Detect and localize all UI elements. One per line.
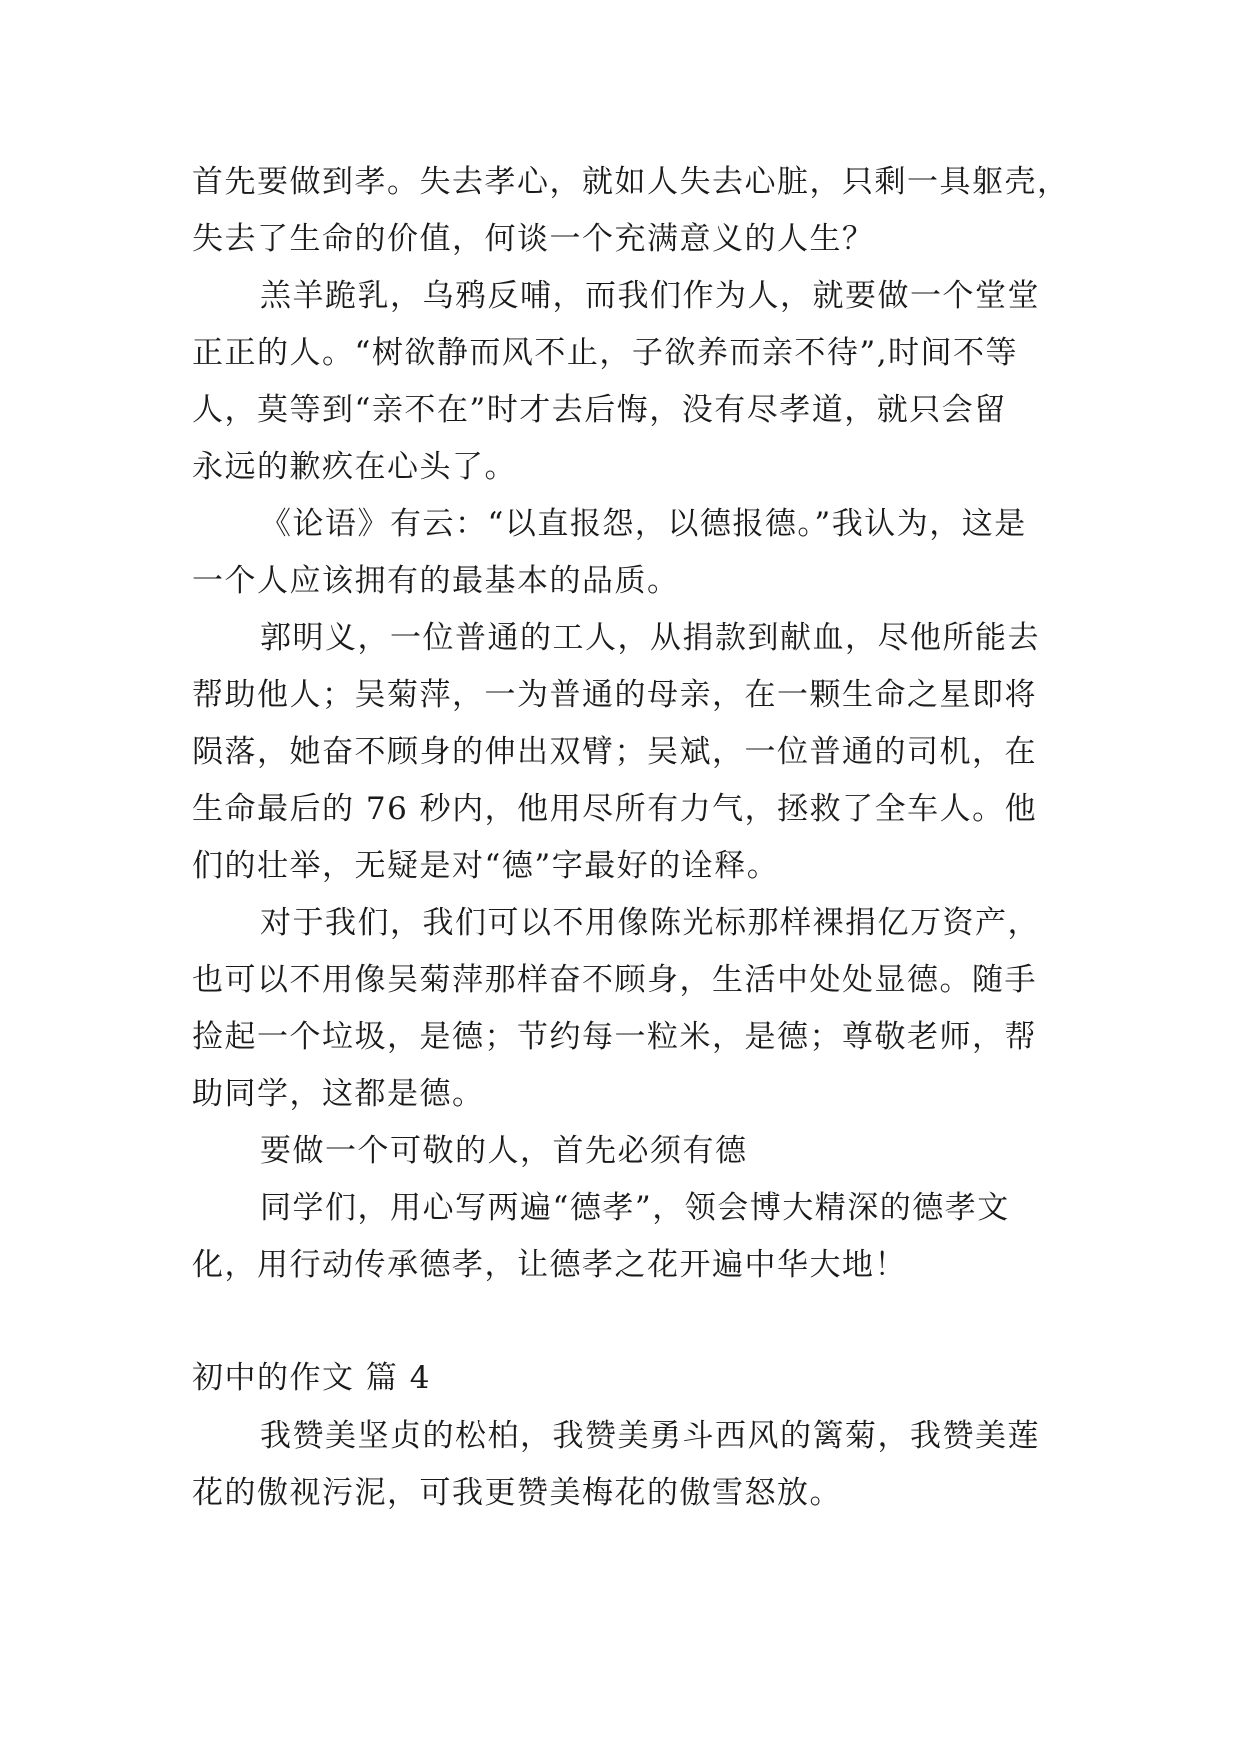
paragraph-line: 助同学，这都是德。 — [192, 1076, 485, 1112]
paragraph-line: 花的傲视污泥，可我更赞美梅花的傲雪怒放。 — [192, 1475, 842, 1511]
paragraph-line: 我赞美坚贞的松柏，我赞美勇斗西风的篱菊，我赞美莲 — [260, 1418, 1040, 1454]
paragraph-line: 失去了生命的价值，何谈一个充满意义的人生？ — [192, 221, 875, 257]
paragraph-line: 一个人应该拥有的最基本的品质。 — [192, 563, 680, 599]
section-title: 初中的作文 篇 4 — [192, 1360, 431, 1396]
paragraph-line: 捡起一个垃圾，是德；节约每一粒米，是德；尊敬老师，帮 — [192, 1019, 1037, 1055]
paragraph-line: 首先要做到孝。失去孝心，就如人失去心脏，只剩一具躯壳， — [192, 164, 1070, 200]
paragraph-line: 们的壮举，无疑是对“德”字最好的诠释。 — [192, 848, 780, 884]
paragraph-line: 正正的人。“树欲静而风不止，子欲养而亲不待”,时间不等 — [192, 335, 1019, 371]
paragraph-line: 也可以不用像吴菊萍那样奋不顾身，生活中处处显德。随手 — [192, 962, 1037, 998]
paragraph-line: 同学们，用心写两遍“德孝”，领会博大精深的德孝文 — [260, 1190, 1010, 1226]
paragraph-line: 《论语》有云：“以直报怨，以德报德。”我认为，这是 — [260, 506, 1027, 542]
paragraph-line: 帮助他人；吴菊萍，一为普通的母亲，在一颗生命之星即将 — [192, 677, 1037, 713]
paragraph-line: 永远的歉疚在心头了。 — [192, 449, 517, 485]
paragraph-line: 人，莫等到“亲不在”时才去后悔，没有尽孝道，就只会留 — [192, 392, 1007, 428]
paragraph-line: 化，用行动传承德孝，让德孝之花开遍中华大地！ — [192, 1247, 907, 1283]
paragraph-line: 郭明义，一位普通的工人，从捐款到献血，尽他所能去 — [260, 620, 1040, 656]
paragraph-line: 陨落，她奋不顾身的伸出双臂；吴斌，一位普通的司机，在 — [192, 734, 1037, 770]
paragraph-line: 要做一个可敬的人，首先必须有德 — [260, 1133, 748, 1169]
paragraph-line: 对于我们，我们可以不用像陈光标那样裸捐亿万资产， — [260, 905, 1040, 941]
paragraph-line: 生命最后的 76 秒内，他用尽所有力气，拯救了全车人。他 — [192, 791, 1038, 827]
paragraph-line: 羔羊跪乳，乌鸦反哺，而我们作为人，就要做一个堂堂 — [260, 278, 1040, 314]
